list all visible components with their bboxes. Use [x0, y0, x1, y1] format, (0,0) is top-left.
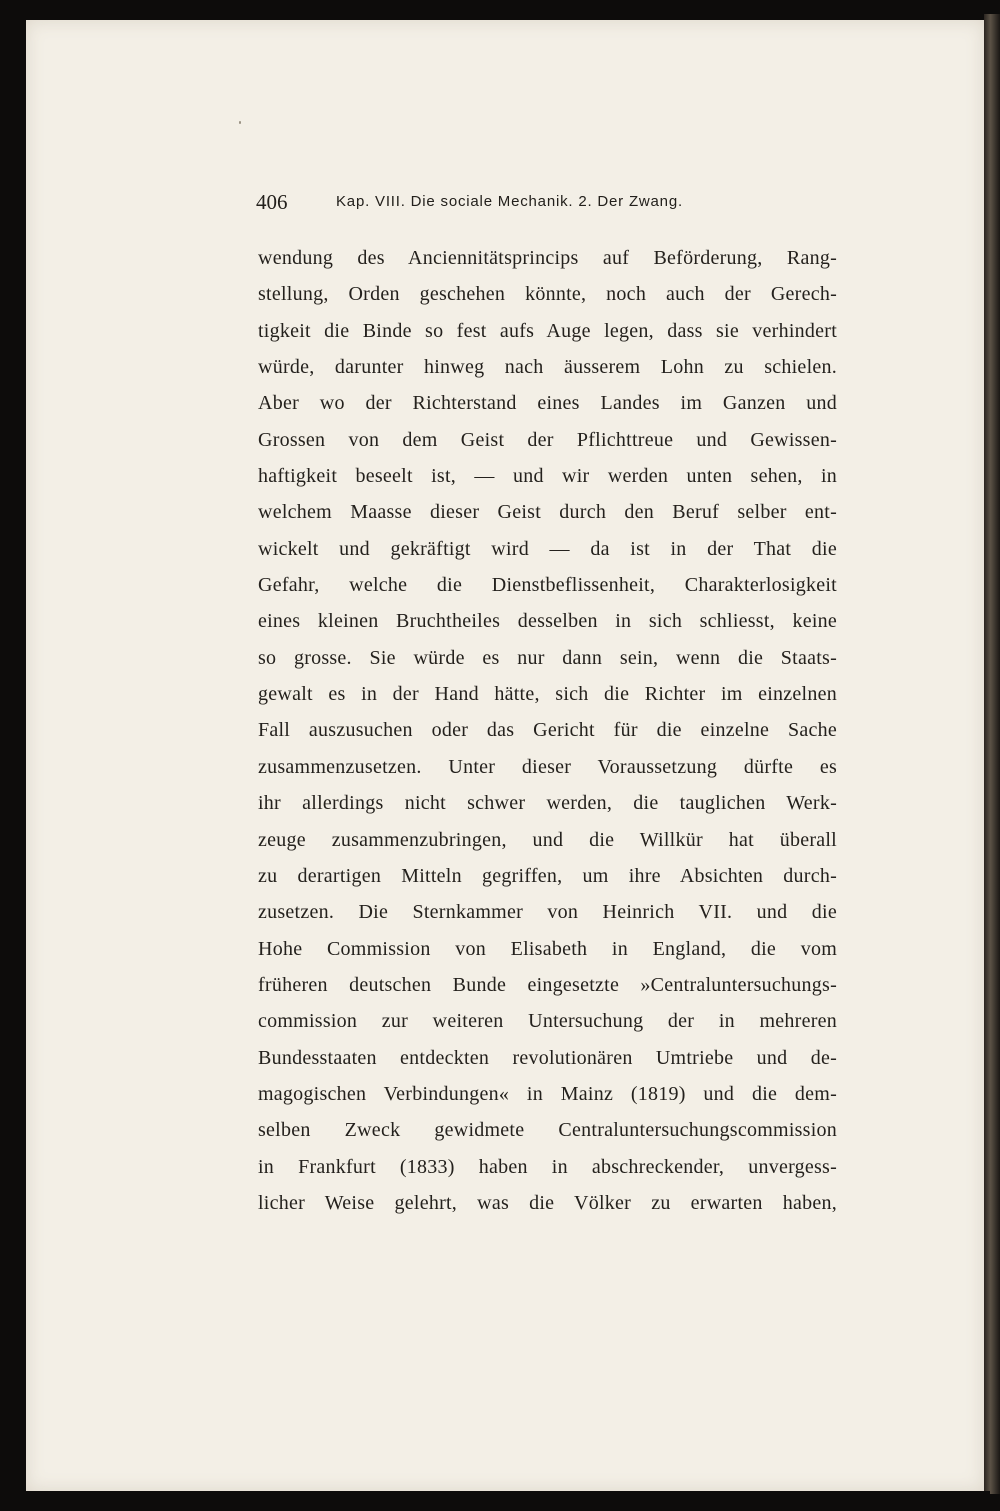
text-line: zusammenzusetzen. Unter dieser Voraussetzung dürfte es: [258, 755, 837, 778]
text-line: gewalt es in der Hand hätte, sich die Richter im einzelnen: [258, 683, 837, 706]
page-edge-bottom: [20, 1491, 990, 1511]
text-line: Grossen von dem Geist der Pflichttreue und Gewissen-: [258, 428, 837, 451]
running-head: [256, 188, 836, 216]
text-line: welchem Maasse dieser Geist durch den Beruf selber ent-: [258, 501, 837, 524]
text-line: haftigkeit beseelt ist, — und wir werden unten sehen, in: [258, 465, 837, 488]
text-line: tigkeit die Binde so fest aufs Auge legen, dass sie verhindert: [258, 319, 837, 342]
text-line: magogischen Verbindungen« in Mainz (1819) und die dem-: [258, 1082, 837, 1105]
text-line: Fall auszusuchen oder das Gericht für die einzelne Sache: [258, 719, 837, 742]
paper-speck: [239, 121, 241, 124]
body-text: [258, 240, 837, 1221]
text-line: wendung des Anciennitätsprincips auf Beförderung, Rang-: [258, 247, 837, 269]
text-line: Aber wo der Richterstand eines Landes im Ganzen und: [258, 392, 837, 415]
text-line: zu derartigen Mitteln gegriffen, um ihre Absichten durch-: [258, 864, 837, 887]
text-line: früheren deutschen Bunde eingesetzte »Centraluntersuchungs-: [258, 973, 837, 996]
page-number: 406: [256, 190, 288, 214]
text-line: zeuge zusammenzubringen, und die Willkür hat überall: [258, 828, 837, 851]
text-line: wickelt und gekräftigt wird — da ist in der That die: [258, 537, 837, 560]
text-line: Hohe Commission von Elisabeth in England, die vom: [258, 937, 837, 960]
text-line: ihr allerdings nicht schwer werden, die tauglichen Werk-: [258, 792, 837, 815]
text-line: zusetzen. Die Sternkammer von Heinrich VII. und die: [258, 901, 837, 924]
text-line: so grosse. Sie würde es nur dann sein, wenn die Staats-: [258, 646, 837, 669]
text-line: licher Weise gelehrt, was die Völker zu erwarten haben,: [258, 1191, 837, 1214]
text-line: Bundesstaaten entdeckten revolutionären Umtriebe und de-: [258, 1046, 837, 1069]
text-line: eines kleinen Bruchtheiles desselben in sich schliesst, keine: [258, 610, 837, 633]
chapter-header: Kap. VIII. Die sociale Mechanik. 2. Der Zwang.: [336, 193, 683, 210]
text-line: würde, darunter hinweg nach äusserem Lohn zu schielen.: [258, 356, 837, 379]
text-line: Gefahr, welche die Dienstbeflissenheit, Charakterlosigkeit: [258, 574, 837, 597]
text-line: stellung, Orden geschehen könnte, noch auch der Gerech-: [258, 283, 837, 306]
text-line: selben Zweck gewidmete Centraluntersuchungscommission: [258, 1119, 837, 1142]
text-line: in Frankfurt (1833) haben in abschreckender, unvergess-: [258, 1155, 837, 1178]
page-edge-right: [984, 14, 1000, 1494]
text-line: commission zur weiteren Untersuchung der in mehreren: [258, 1010, 837, 1033]
